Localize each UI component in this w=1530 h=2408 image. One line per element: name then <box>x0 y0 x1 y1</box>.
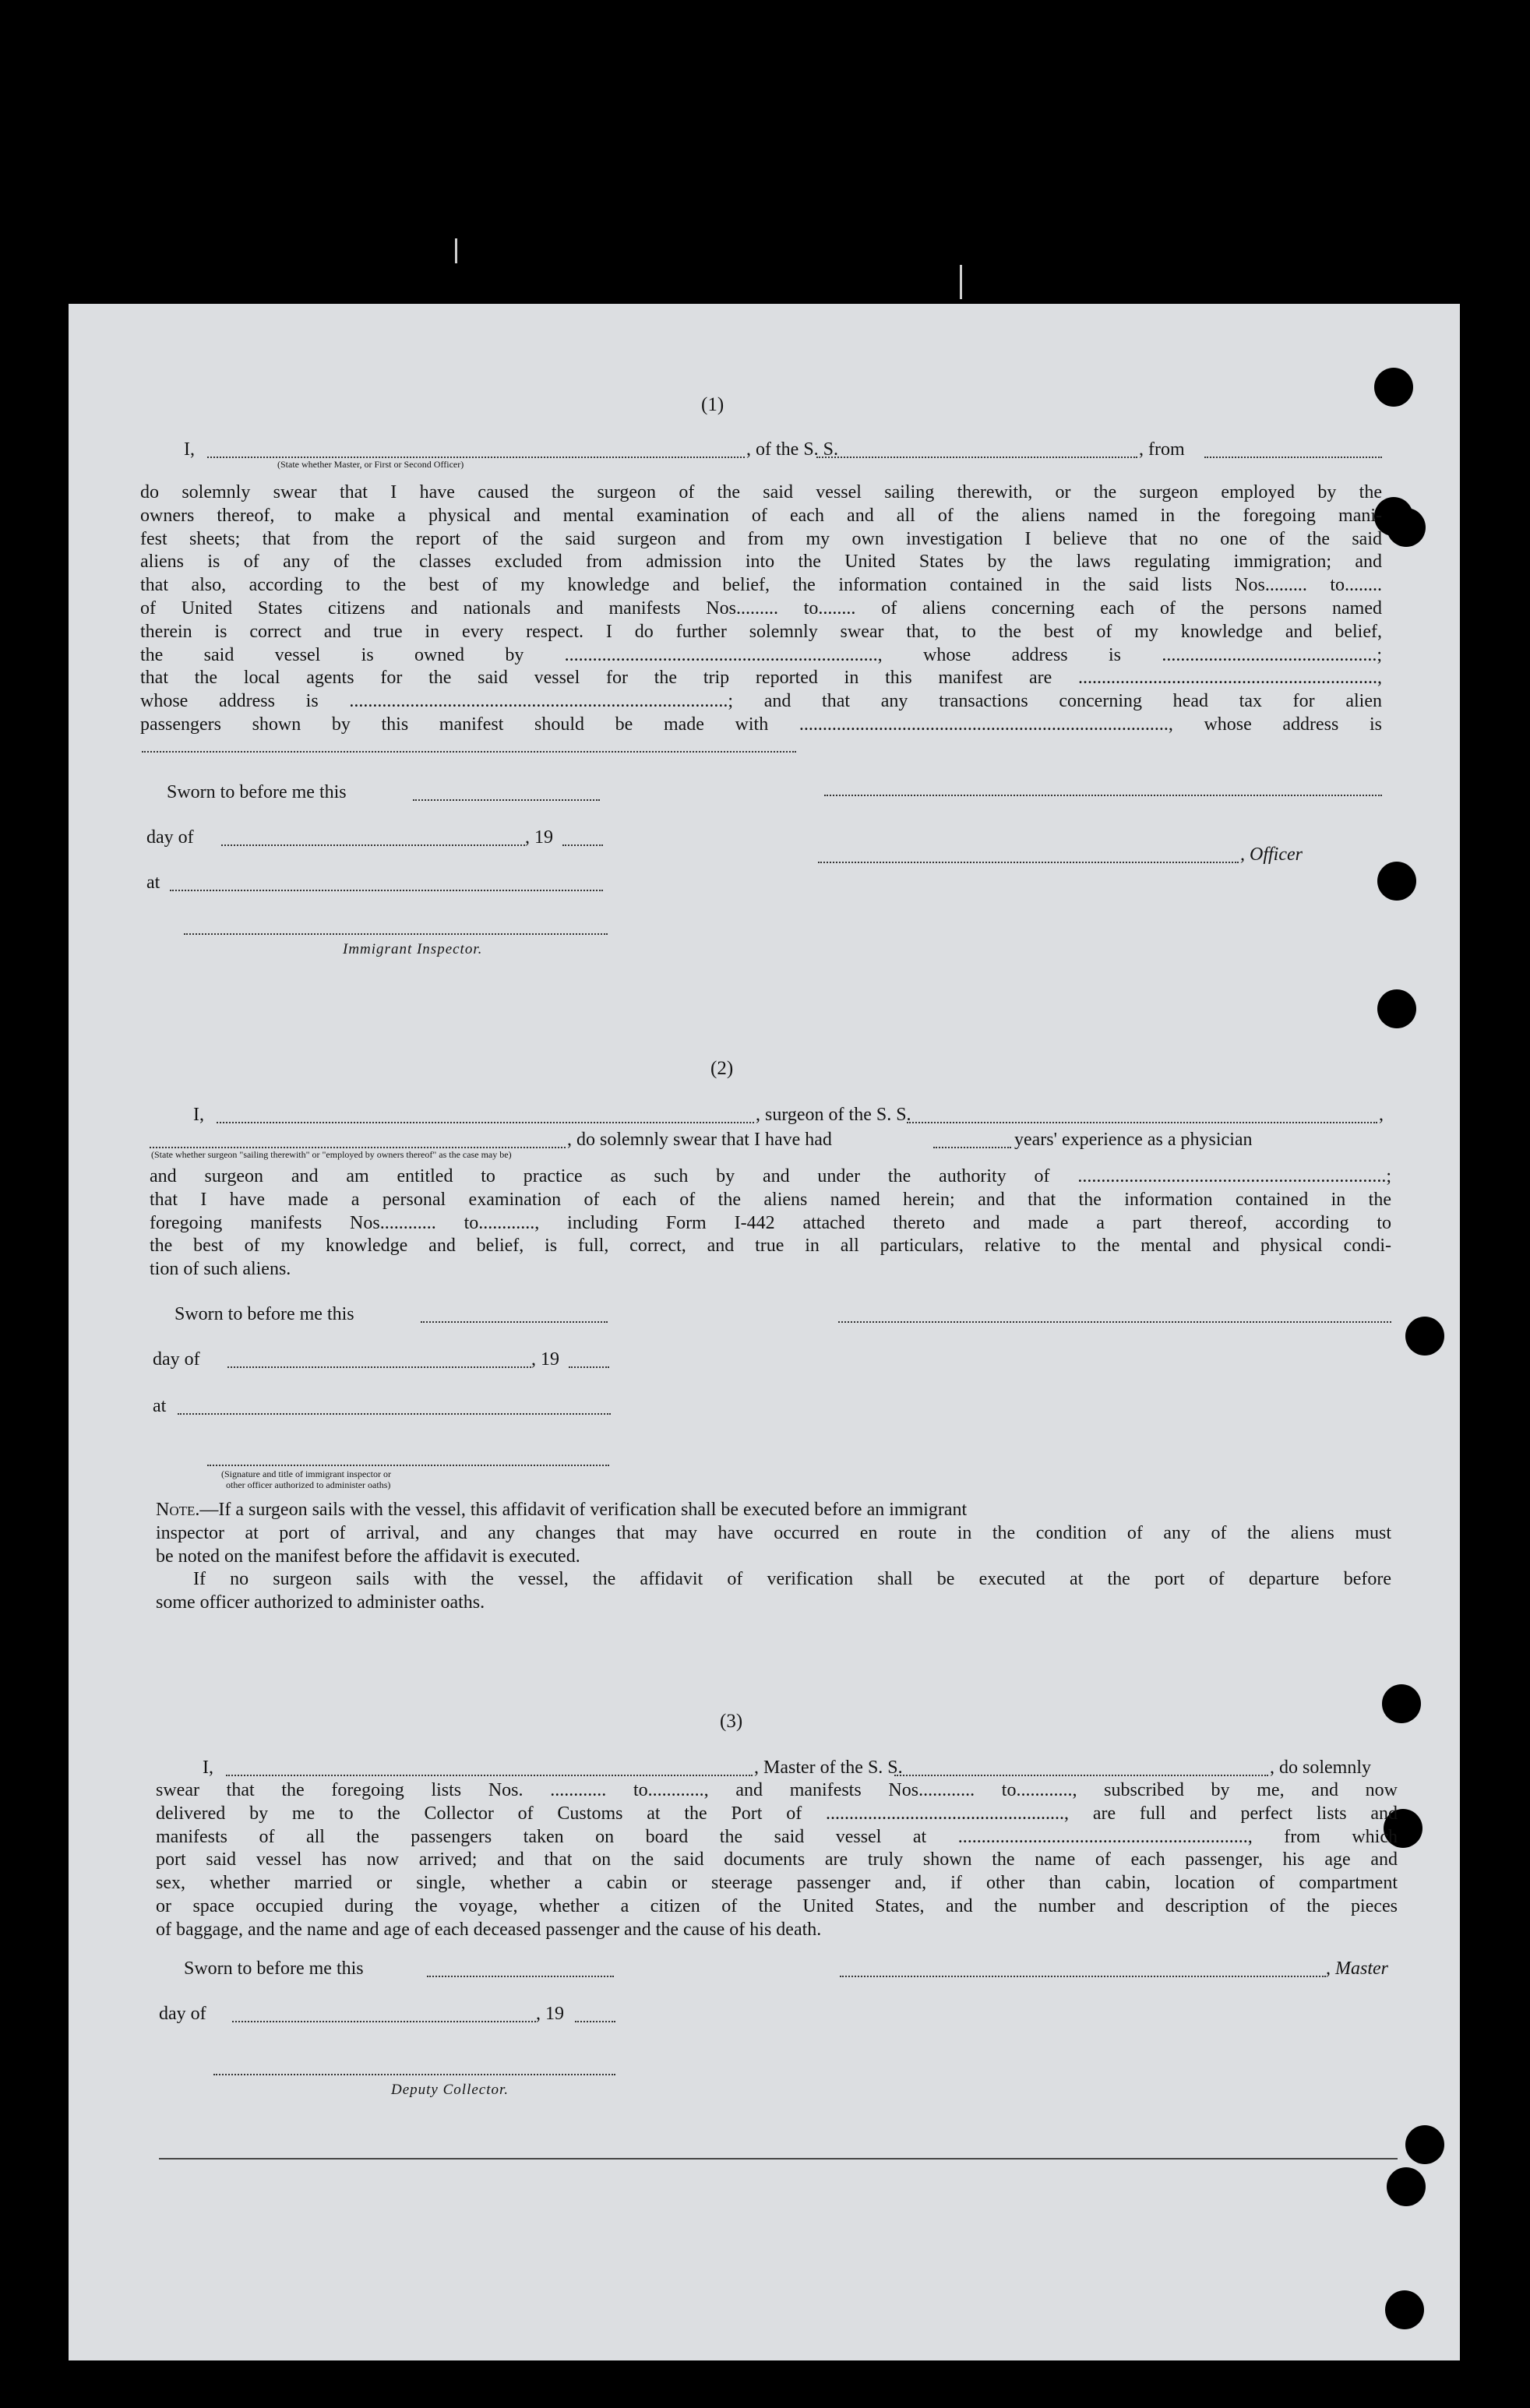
head-tax-address-field[interactable] <box>142 751 796 753</box>
section-2-line: the best of my knowledge and belief, is full, correct, and true in all particulars, relative to the mental and physical condi- <box>150 1236 1391 1257</box>
sworn-label-1: Sworn to before me this <box>167 782 347 802</box>
master-label: , Master <box>1326 1958 1388 1979</box>
at-field-1[interactable] <box>170 890 603 891</box>
section-1-line: owners thereof, to make a physical and mental examination of each and all of the aliens named in the foregoing mani- <box>140 505 1382 526</box>
from-port-field[interactable] <box>1204 457 1382 458</box>
section-2-line: and surgeon and am entitled to practice as such by and under the authority of ..................................................................; <box>150 1166 1391 1186</box>
surgeon-hint: (State whether surgeon "sailing therewith" or "employed by owners thereof" as the case may be) <box>151 1149 512 1160</box>
year-field-1[interactable] <box>562 844 603 846</box>
master-officer-field[interactable] <box>207 457 745 458</box>
master-of-ss-label: , Master of the S. S. <box>754 1758 903 1778</box>
punch-hole <box>1405 1317 1444 1356</box>
form-sheet <box>69 304 1460 2360</box>
note-line: be noted on the manifest before the affidavit is executed. <box>156 1546 580 1567</box>
signature-hint-1: (Signature and title of immigrant inspector or <box>221 1468 391 1479</box>
punch-hole <box>1387 508 1426 547</box>
do-solemnly-label: , do solemnly <box>1270 1758 1371 1778</box>
inspector-signature-field[interactable] <box>184 933 608 935</box>
surgeon-signature-field[interactable] <box>838 1321 1391 1323</box>
section-1-line: the said vessel is owned by ..................................................................., whose address is ..............................................; <box>140 644 1382 665</box>
section-3-line: of baggage, and the name and age of each deceased passenger and the cause of his death. <box>156 1919 822 1940</box>
year-label-1: , 19 <box>525 827 553 848</box>
master-name-field[interactable] <box>226 1775 753 1776</box>
at-field-2[interactable] <box>178 1413 611 1415</box>
years-experience-field[interactable] <box>933 1147 1011 1148</box>
section-3-line: swear that the foregoing lists Nos. ............ to............, and manifests Nos............ to............, subscribed by me, and now <box>156 1780 1398 1800</box>
section-3-line: or space occupied during the voyage, whether a citizen of the United States, and the number and description of the pieces <box>156 1896 1398 1916</box>
sworn-date-field-2[interactable] <box>421 1321 608 1323</box>
at-label-1: at <box>146 873 160 893</box>
inspector-signature-field-2[interactable] <box>207 1465 609 1466</box>
day-label-1: day of <box>146 827 194 848</box>
section-3-line: delivered by me to the Collector of Customs at the Port of ..................................................., are full and perfect lists and <box>156 1803 1398 1824</box>
section-3-line-i: I, <box>203 1758 213 1778</box>
year-field-2[interactable] <box>569 1366 609 1368</box>
year-field-3[interactable] <box>575 2021 615 2022</box>
section-3-line: port said vessel has now arrived; and that on the said documents are truly shown the name of each passenger, his age and <box>156 1849 1398 1870</box>
section-2-line-i: I, <box>193 1105 204 1125</box>
collector-signature-field[interactable] <box>213 2074 615 2075</box>
section-1-number: (1) <box>701 394 724 415</box>
scan-mark <box>960 265 962 299</box>
bottom-rule <box>159 2158 1398 2159</box>
day-label-2: day of <box>153 1349 200 1370</box>
punch-hole <box>1377 989 1416 1028</box>
section-1-line: of United States citizens and nationals and manifests Nos......... to........ of aliens concerning each of the persons named <box>140 598 1382 619</box>
solemnly-swear-label: , do solemnly swear that I have had <box>567 1130 832 1150</box>
years-experience-label: years' experience as a physician <box>1014 1130 1253 1150</box>
punch-hole <box>1387 2167 1426 2206</box>
year-label-2: , 19 <box>531 1349 559 1370</box>
section-2-line: tion of such aliens. <box>150 1259 291 1280</box>
note-label: Note. <box>156 1500 200 1520</box>
master-vessel-field[interactable] <box>894 1775 1268 1776</box>
punch-hole <box>1385 2290 1424 2329</box>
note-block <box>156 1499 1391 1522</box>
day-field-2[interactable] <box>227 1366 531 1368</box>
section-1-line: passengers shown by this manifest should be made with ..............................................................................., whose address is <box>140 714 1382 735</box>
scan-mark <box>455 238 457 263</box>
sworn-date-field-1[interactable] <box>413 799 600 801</box>
inspector-label: Immigrant Inspector. <box>343 941 483 957</box>
day-label-3: day of <box>159 2004 206 2024</box>
section-1-line: do solemnly swear that I have caused the surgeon of the said vessel sailing therewith, or the surgeon employed by the <box>140 482 1382 502</box>
sworn-date-field-3[interactable] <box>427 1976 614 1977</box>
note-3: some officer authorized to administer oaths. <box>156 1592 485 1613</box>
punch-hole <box>1382 1684 1421 1723</box>
section-1-line-i: I, <box>184 439 195 460</box>
surgeon-vessel-field[interactable] <box>907 1122 1377 1123</box>
officer-name-field[interactable] <box>818 862 1239 863</box>
section-1-line: that the local agents for the said vessel for the trip reported in this manifest are ................................................................, <box>140 668 1382 689</box>
punch-hole <box>1405 2125 1444 2164</box>
section-1-line: that also, according to the best of my knowledge and belief, the information contained in the said lists Nos......... to........ <box>140 575 1382 596</box>
day-field-1[interactable] <box>221 844 525 846</box>
section-3-line: sex, whether married or single, whether a cabin or steerage passenger and, if other than cabin, location of compartment <box>156 1873 1398 1894</box>
section-2-number: (2) <box>710 1058 734 1079</box>
collector-label: Deputy Collector. <box>391 2082 509 2098</box>
sworn-label-2: Sworn to before me this <box>175 1304 354 1324</box>
of-the-ss-label: , of the S. S. <box>746 439 839 460</box>
punch-hole <box>1377 862 1416 901</box>
section-2-line: foregoing manifests Nos............ to............, including Form I-442 attached thereto and made a part thereof, according to <box>150 1212 1391 1233</box>
surgeon-of-ss-label: , surgeon of the S. S. <box>756 1105 911 1125</box>
master-signature-field[interactable] <box>840 1976 1326 1977</box>
section-1-line: therein is correct and true in every respect. I do further solemnly swear that, to the best of my knowledge and belief, <box>140 621 1382 642</box>
at-label-2: at <box>153 1396 167 1416</box>
day-field-3[interactable] <box>232 2021 536 2022</box>
signature-hint-2: other officer authorized to administer oaths) <box>226 1479 391 1490</box>
comma: , <box>1379 1105 1384 1125</box>
sworn-label-3: Sworn to before me this <box>184 1958 364 1979</box>
section-3-number: (3) <box>720 1711 743 1732</box>
section-2-line: that I have made a personal examination of each of the aliens named herein; and that the information contained in the <box>150 1189 1391 1210</box>
year-label-3: , 19 <box>536 2004 564 2024</box>
officer-hint: (State whether Master, or First or Second Officer) <box>277 459 464 470</box>
note-2: If no surgeon sails with the vessel, the affidavit of verification shall be executed at the port of departure before <box>193 1569 1391 1590</box>
section-1-line: whose address is .................................................................................; and that any transactions concerning head tax for alien <box>140 691 1382 712</box>
surgeon-status-field[interactable] <box>150 1147 566 1148</box>
note-line: inspector at port of arrival, and any changes that may have occurred en route in the condition of any of the aliens must <box>156 1522 1391 1543</box>
vessel-name-field[interactable] <box>816 457 1137 458</box>
surgeon-name-field[interactable] <box>217 1122 754 1123</box>
section-1-line: aliens is of any of the classes excluded from admission into the United States by the laws regulating immigration; and <box>140 552 1382 573</box>
officer-label: , Officer <box>1240 844 1303 865</box>
section-3-line: manifests of all the passengers taken on board the said vessel at .............................................................., from which <box>156 1826 1398 1847</box>
officer-signature-field[interactable] <box>824 795 1382 796</box>
note-line: —If a surgeon sails with the vessel, this affidavit of verification shall be executed before an immigrant <box>199 1500 968 1520</box>
from-label: , from <box>1139 439 1185 460</box>
punch-hole <box>1374 368 1413 407</box>
section-1-line: fest sheets; that from the report of the said surgeon and from my own investigation I believe that no one of the said <box>140 528 1382 549</box>
